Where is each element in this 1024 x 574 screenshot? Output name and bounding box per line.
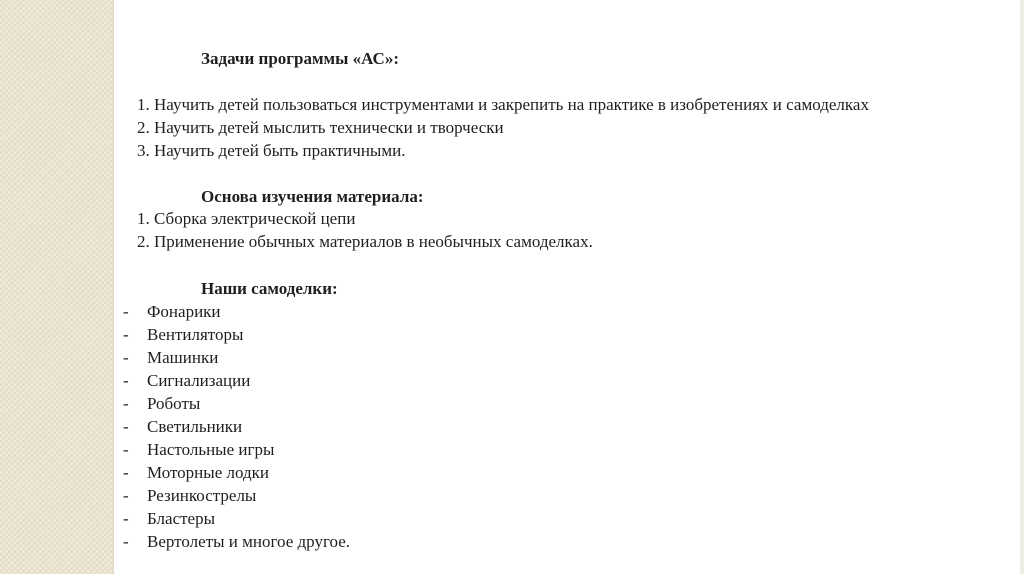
basis-item-2: 2. Применение обычных материалов в необычных самоделках. [137,232,593,251]
craft-item-label: Фонарики [147,302,221,321]
craft-list-item [123,348,218,368]
bullet-dash: - [123,348,129,367]
bullet-dash: - [123,440,129,459]
craft-item-label: Роботы [147,394,201,413]
craft-list-item [123,325,243,345]
craft-item-label: Настольные игры [147,440,275,459]
craft-list-item [123,440,274,460]
craft-list-item [123,509,215,529]
side-band-edge [112,0,114,574]
tasks-heading: Задачи программы «АС»: [201,49,399,68]
basis-heading: Основа изучения материала: [201,187,424,206]
craft-list-item [123,371,250,391]
craft-item-label: Сигнализации [147,371,251,390]
task-item-2: 2. Научить детей мыслить технически и творчески [137,118,504,137]
task-item-3: 3. Научить детей быть практичными. [137,141,406,160]
craft-list-item [123,394,200,414]
bullet-dash: - [123,394,129,413]
bullet-dash: - [123,417,129,436]
bullet-dash: - [123,371,129,390]
basis-item-1: 1. Сборка электрической цепи [137,209,356,228]
craft-item-label: Машинки [147,348,219,367]
craft-list-item [123,463,269,483]
bullet-dash: - [123,463,129,482]
crafts-heading: Наши самоделки: [201,279,338,298]
bullet-dash: - [123,532,129,551]
craft-item-label: Светильники [147,417,243,436]
bullet-dash: - [123,509,129,528]
craft-item-label: Бластеры [147,509,216,528]
craft-list-item [123,486,256,506]
bullet-dash: - [123,325,129,344]
craft-list-item [123,532,350,552]
craft-item-label: Резинкострелы [147,486,257,505]
craft-item-label: Моторные лодки [147,463,269,482]
decorative-side-band [0,0,112,574]
craft-item-label: Вентиляторы [147,325,244,344]
bullet-dash: - [123,486,129,505]
craft-list-item [123,417,242,437]
craft-item-label: Вертолеты и многое другое. [147,532,351,551]
right-edge-strip [1020,0,1024,574]
bullet-dash: - [123,302,129,321]
task-item-1: 1. Научить детей пользоваться инструментами и закрепить на практике в изобретениях и самоделках [137,95,869,114]
craft-list-item [123,302,221,322]
